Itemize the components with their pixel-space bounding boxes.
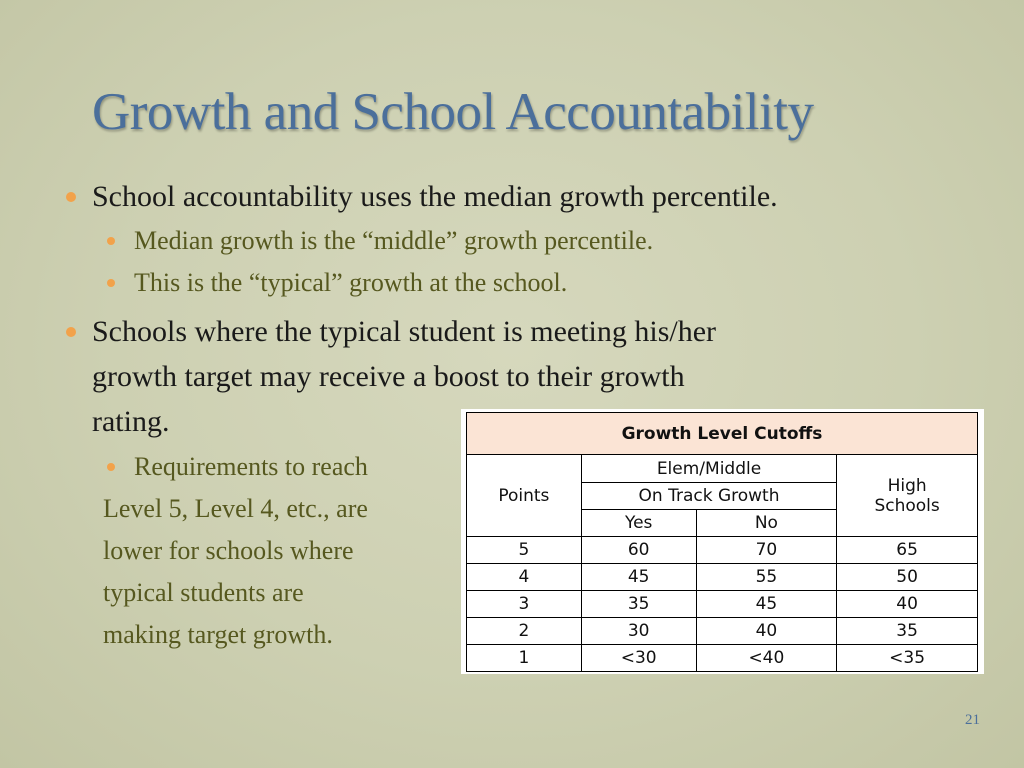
page-number: 21 bbox=[965, 712, 980, 728]
bullet-text-line-3: rating. bbox=[92, 405, 170, 438]
cell-yes: 60 bbox=[581, 537, 696, 564]
sub-bullet-text: Requirements to reach bbox=[134, 452, 368, 481]
cell-points: 5 bbox=[467, 537, 582, 564]
cell-high: 35 bbox=[837, 618, 978, 645]
cell-no: <40 bbox=[696, 645, 837, 672]
header-points: Points bbox=[467, 455, 582, 537]
cell-points: 2 bbox=[467, 618, 582, 645]
bullet-text-line-1: Schools where the typical student is meeting his/her bbox=[92, 315, 717, 348]
cell-yes: <30 bbox=[581, 645, 696, 672]
cell-no: 70 bbox=[696, 537, 837, 564]
table-row bbox=[467, 564, 978, 591]
sub-bullet-text: Median growth is the “middle” growth percentile. bbox=[134, 226, 654, 255]
sub-bullet-continuation: Level 5, Level 4, etc., are bbox=[103, 494, 368, 523]
header-on-track-growth: On Track Growth bbox=[581, 483, 836, 510]
header-yes: Yes bbox=[581, 510, 696, 537]
cell-no: 45 bbox=[696, 591, 837, 618]
cell-high: 40 bbox=[837, 591, 978, 618]
header-no: No bbox=[696, 510, 837, 537]
cell-yes: 35 bbox=[581, 591, 696, 618]
bullet-dot-icon bbox=[107, 279, 115, 287]
slide-title: Growth and School Accountability bbox=[92, 83, 814, 141]
cell-no: 40 bbox=[696, 618, 837, 645]
table-row bbox=[467, 645, 978, 672]
sub-bullet-continuation: making target growth. bbox=[103, 620, 333, 649]
cell-high: 50 bbox=[837, 564, 978, 591]
bullet-dot-icon bbox=[107, 463, 115, 471]
cell-high: 65 bbox=[837, 537, 978, 564]
bullet-text: School accountability uses the median growth percentile. bbox=[92, 180, 778, 213]
sub-bullet-text: This is the “typical” growth at the school. bbox=[134, 268, 568, 297]
header-high-line: High bbox=[887, 475, 927, 496]
cell-points: 1 bbox=[467, 645, 582, 672]
cell-no: 55 bbox=[696, 564, 837, 591]
growth-cutoffs-table bbox=[466, 412, 978, 672]
bullet-dot-icon bbox=[107, 237, 115, 245]
table-row bbox=[467, 591, 978, 618]
growth-cutoffs-table-frame bbox=[461, 409, 984, 674]
table-row bbox=[467, 537, 978, 564]
table-title: Growth Level Cutoffs bbox=[467, 413, 978, 455]
cell-yes: 30 bbox=[581, 618, 696, 645]
sub-bullet-continuation: typical students are bbox=[103, 578, 304, 607]
header-high-schools bbox=[837, 455, 978, 537]
cell-points: 3 bbox=[467, 591, 582, 618]
header-schools-line: Schools bbox=[874, 495, 940, 516]
sub-bullet-continuation: lower for schools where bbox=[103, 536, 354, 565]
cell-yes: 45 bbox=[581, 564, 696, 591]
bullet-text-line-2: growth target may receive a boost to their growth bbox=[92, 360, 685, 393]
bullet-dot-icon bbox=[66, 327, 76, 337]
table-row bbox=[467, 618, 978, 645]
bullet-dot-icon bbox=[66, 192, 76, 202]
header-elem-middle: Elem/Middle bbox=[581, 455, 836, 483]
cell-high: <35 bbox=[837, 645, 978, 672]
cell-points: 4 bbox=[467, 564, 582, 591]
